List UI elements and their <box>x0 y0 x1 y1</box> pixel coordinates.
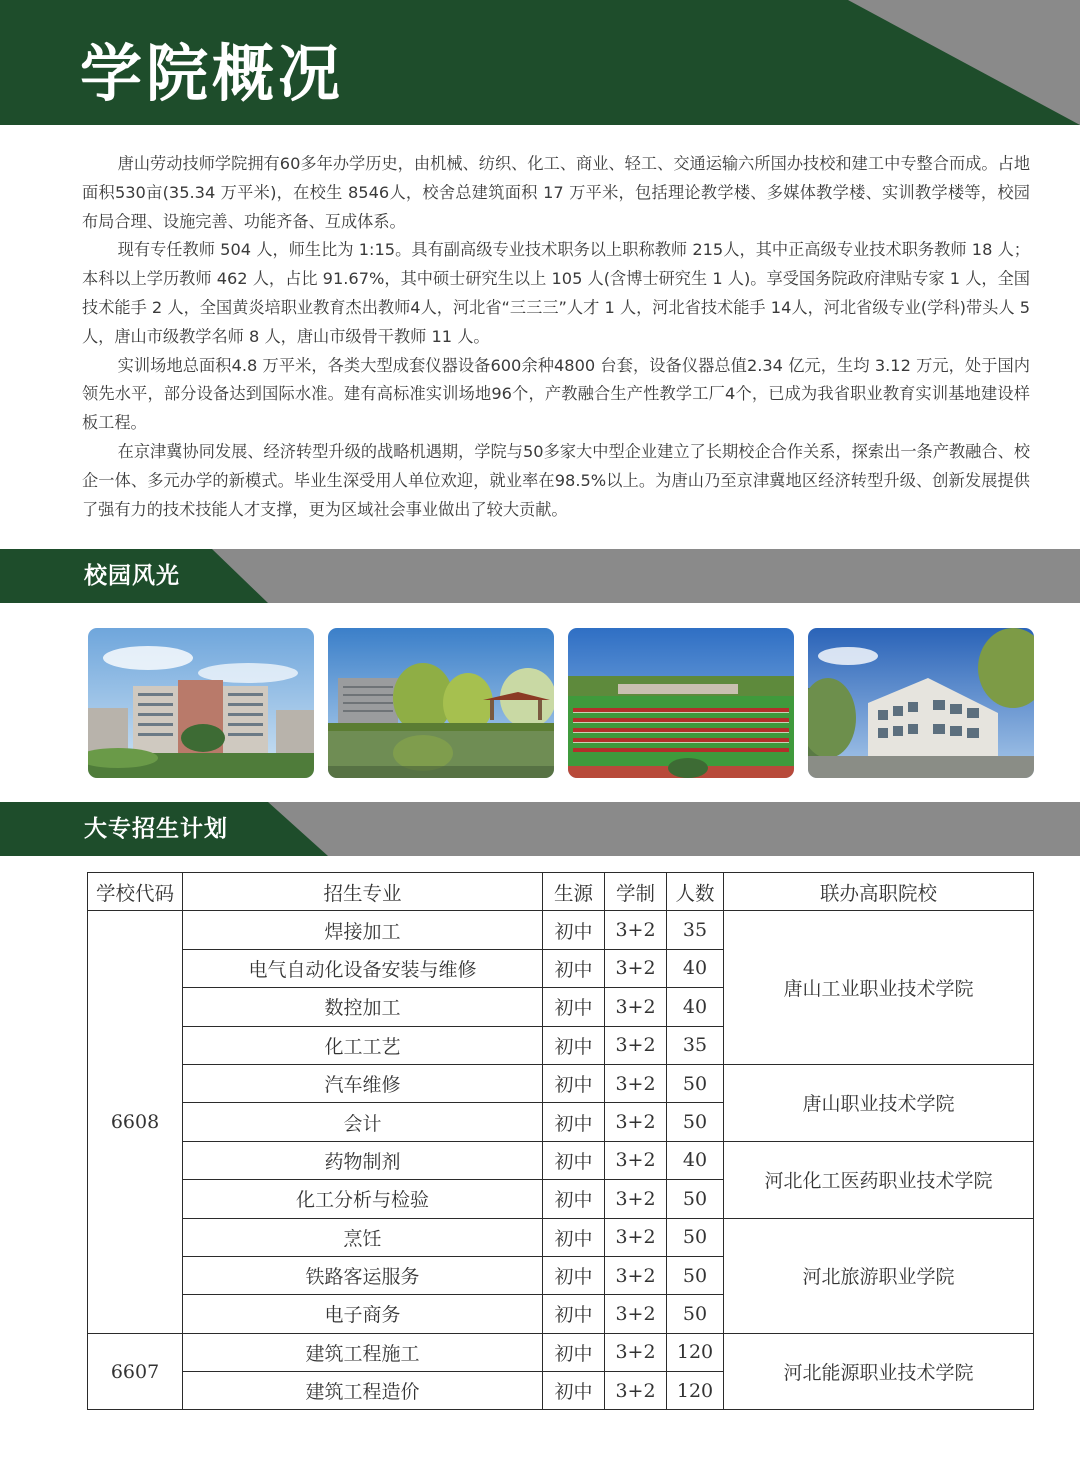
count-cell: 35 <box>667 911 724 949</box>
count-cell: 50 <box>667 1064 724 1102</box>
header-major: 招生专业 <box>183 873 543 911</box>
count-cell: 35 <box>667 1026 724 1064</box>
partner-cell: 河北旅游职业学院 <box>724 1218 1034 1333</box>
header-count: 人数 <box>667 873 724 911</box>
school-code-cell: 6608 <box>88 911 183 1333</box>
major-cell: 铁路客运服务 <box>183 1256 543 1294</box>
intro-paragraph: 唐山劳动技师学院拥有60多年办学历史，由机械、纺织、化工、商业、轻工、交通运输六所国办技校和建工中专整合而成。占地面积530亩(35.34 万平米)，在校生 8546人，校舍总建筑面积 17 万平米，包括理论教学楼、多媒体教学楼、实训教学楼等，校园布局合理、设施完善、功能齐备、互成体系。 <box>82 154 1030 231</box>
partner-cell: 唐山工业职业技术学院 <box>724 911 1034 1065</box>
table-header-row <box>88 873 1034 911</box>
campus-section-title: 校园风光 <box>84 563 180 589</box>
system-cell: 3+2 <box>605 1064 667 1102</box>
intro-text <box>82 150 1030 524</box>
count-cell: 120 <box>667 1333 724 1371</box>
major-cell: 电气自动化设备安装与维修 <box>183 949 543 987</box>
major-cell: 数控加工 <box>183 988 543 1026</box>
major-cell: 电子商务 <box>183 1295 543 1333</box>
major-cell: 会计 <box>183 1103 543 1141</box>
major-cell: 建筑工程造价 <box>183 1372 543 1410</box>
system-cell: 3+2 <box>605 1372 667 1410</box>
campus-section-band <box>0 549 1080 603</box>
intro-paragraph: 在京津冀协同发展、经济转型升级的战略机遇期，学院与50多家大中型企业建立了长期校企合作关系，探索出一条产教融合、校企一体、多元办学的新模式。毕业生深受用人单位欢迎，就业率在98.5%以上。为唐山乃至京津冀地区经济转型升级、创新发展提供了强有力的技术技能人才支撑，更为区域社会事业做出了较大贡献。 <box>82 441 1030 519</box>
page-title: 学院概况 <box>80 37 345 110</box>
partner-cell: 唐山职业技术学院 <box>724 1064 1034 1141</box>
intro-paragraph: 现有专任教师 504 人，师生比为 1:15。具有副高级专业技术职务以上职称教师 215人，其中正高级专业技术职务教师 18 人；本科以上学历教师 462 人，占比 91.67%，其中硕士研究生以上 105 人(含博士研究生 1 人)。享受国务院政府津贴专家 1 人，全国技术能手 2 人，全国黄炎培职业教育杰出教师4人，河北省“三三三”人才 1 人，河北省技术能手 14人，河北省级专业(学科)带头人 5 人，唐山市级教学名师 8 人，唐山市级骨干教师 11 人。 <box>82 240 1030 346</box>
source-cell: 初中 <box>543 1372 605 1410</box>
system-cell: 3+2 <box>605 1026 667 1064</box>
header-source: 生源 <box>543 873 605 911</box>
system-cell: 3+2 <box>605 1218 667 1256</box>
system-cell: 3+2 <box>605 1141 667 1179</box>
school-code-cell: 6607 <box>88 1333 183 1410</box>
count-cell: 50 <box>667 1180 724 1218</box>
major-cell: 化工分析与检验 <box>183 1180 543 1218</box>
source-cell: 初中 <box>543 1141 605 1179</box>
intro-paragraph: 实训场地总面积4.8 万平米，各类大型成套仪器设备600余种4800 台套，设备仪器总值2.34 亿元，生均 3.12 万元，处于国内领先水平，部分设备达到国际水准。建有高标准实训场地96个，产教融合生产性教学工厂4个，已成为我省职业教育实训基地建设样板工程。 <box>82 355 1030 433</box>
source-cell: 初中 <box>543 949 605 987</box>
table-row <box>88 1333 1034 1371</box>
count-cell: 40 <box>667 988 724 1026</box>
count-cell: 50 <box>667 1103 724 1141</box>
enrollment-table <box>87 872 1034 1410</box>
campus-photo-lake-pavilion <box>328 628 554 778</box>
major-cell: 汽车维修 <box>183 1064 543 1102</box>
system-cell: 3+2 <box>605 988 667 1026</box>
system-cell: 3+2 <box>605 1295 667 1333</box>
major-cell: 烹饪 <box>183 1218 543 1256</box>
count-cell: 120 <box>667 1372 724 1410</box>
source-cell: 初中 <box>543 988 605 1026</box>
table-row <box>88 911 1034 949</box>
table-row <box>88 1064 1034 1102</box>
header-partner: 联办高职院校 <box>724 873 1034 911</box>
source-cell: 初中 <box>543 1333 605 1371</box>
count-cell: 40 <box>667 949 724 987</box>
source-cell: 初中 <box>543 1180 605 1218</box>
system-cell: 3+2 <box>605 1103 667 1141</box>
count-cell: 50 <box>667 1218 724 1256</box>
system-cell: 3+2 <box>605 1333 667 1371</box>
plan-section-band <box>0 802 1080 856</box>
source-cell: 初中 <box>543 911 605 949</box>
header-school-code: 学校代码 <box>88 873 183 911</box>
plan-section-title: 大专招生计划 <box>84 816 228 842</box>
system-cell: 3+2 <box>605 1180 667 1218</box>
campus-photos <box>88 628 1034 778</box>
source-cell: 初中 <box>543 1026 605 1064</box>
system-cell: 3+2 <box>605 911 667 949</box>
campus-photo-sports-field <box>568 628 794 778</box>
source-cell: 初中 <box>543 1218 605 1256</box>
source-cell: 初中 <box>543 1256 605 1294</box>
source-cell: 初中 <box>543 1064 605 1102</box>
system-cell: 3+2 <box>605 1256 667 1294</box>
system-cell: 3+2 <box>605 949 667 987</box>
header-band <box>0 0 1080 125</box>
campus-photo-main-building <box>88 628 314 778</box>
count-cell: 40 <box>667 1141 724 1179</box>
source-cell: 初中 <box>543 1103 605 1141</box>
partner-cell: 河北能源职业技术学院 <box>724 1333 1034 1410</box>
count-cell: 50 <box>667 1256 724 1294</box>
major-cell: 药物制剂 <box>183 1141 543 1179</box>
major-cell: 焊接加工 <box>183 911 543 949</box>
source-cell: 初中 <box>543 1295 605 1333</box>
campus-photo-training-building <box>808 628 1034 778</box>
partner-cell: 河北化工医药职业技术学院 <box>724 1141 1034 1218</box>
major-cell: 建筑工程施工 <box>183 1333 543 1371</box>
header-system: 学制 <box>605 873 667 911</box>
table-row <box>88 1141 1034 1179</box>
count-cell: 50 <box>667 1295 724 1333</box>
major-cell: 化工工艺 <box>183 1026 543 1064</box>
table-row <box>88 1218 1034 1256</box>
